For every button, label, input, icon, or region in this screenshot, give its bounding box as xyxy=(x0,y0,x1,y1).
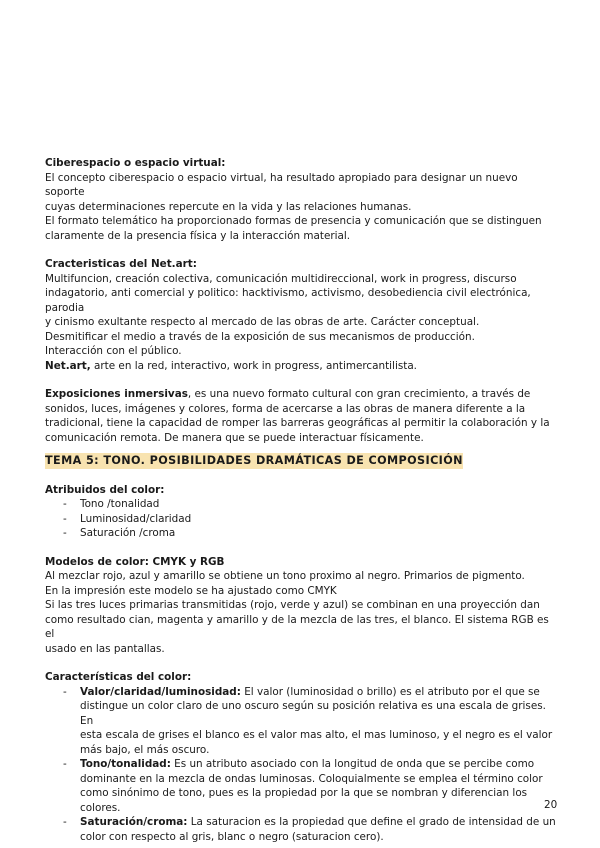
list-item xyxy=(45,757,560,815)
paragraph-line: El concepto ciberespacio o espacio virtual, ha resultado apropiado para designar un nuevo soporte xyxy=(45,171,518,198)
exposiciones-first-line xyxy=(45,387,560,402)
netart-heading: Cracteristicas del Net.art: xyxy=(45,258,197,270)
tema-heading-text: TEMA 5: TONO. POSIBILIDADES DRAMÁTICAS DE COMPOSICIÓN xyxy=(45,454,463,467)
paragraph-line: sonidos, luces, imágenes y colores, forma de acercarse a las obras de manera diferente a la xyxy=(45,402,526,415)
list-item xyxy=(45,685,560,758)
paragraph-line: En la impresión este modelo se ha ajustado como CMYK xyxy=(45,584,337,597)
paragraph-line: indagatorio, anti comercial y politico: hacktivismo, activismo, desobediencia civil electrónica, parodia xyxy=(45,287,531,314)
list-item xyxy=(45,815,560,844)
atributos-list xyxy=(45,497,560,541)
paragraph-line: Desmitificar el medio a través de la exposición de sus mecanismos de producción. xyxy=(45,330,475,343)
saturacion-first-text: La saturacion es la propiedad que define el grado de intensidad de un xyxy=(187,816,556,828)
modelos-heading: Modelos de color: CMYK y RGB xyxy=(45,555,225,568)
list-item: - Luminosidad/claridad xyxy=(45,512,560,527)
paragraph-line: distingue un color claro de uno oscuro según su posición relativa es una escala de grises. En xyxy=(80,700,546,727)
netart-definition-text: arte en la red, interactivo, work in progress, antimercantilista. xyxy=(90,359,417,372)
exposiciones-term: Exposiciones inmersivas xyxy=(45,388,188,400)
list-item: - Saturación /croma xyxy=(45,526,560,541)
valor-term: Valor/claridad/luminosidad: xyxy=(80,685,241,698)
page-number: 20 xyxy=(544,799,558,811)
caracteristicas-heading: Características del color: xyxy=(45,671,192,683)
exposiciones-first-text: , es una nuevo formato cultural con gran crecimiento, a través de xyxy=(187,388,531,400)
paragraph-line: usado en las pantallas. xyxy=(45,642,165,655)
paragraph-line: tradicional, tiene la capacidad de romper las barreras geográficas al permitir la colaboración y la xyxy=(45,417,550,429)
paragraph-line: como sinónimo de tono, pues es la propiedad por la que se nombran y diferencian los colores. xyxy=(80,787,528,814)
paragraph-line: color con respecto al gris, blanc o negro (saturacion cero). xyxy=(80,830,384,843)
list-item: - Tono /tonalidad xyxy=(45,497,560,512)
valor-first-text: El valor (luminosidad o brillo) es el atributo por el que se xyxy=(240,685,540,698)
paragraph-line: Si las tres luces primarias transmitidas (rojo, verde y azul) se combinan en una proyección dan xyxy=(45,599,540,611)
paragraph-line: Al mezclar rojo, azul y amarillo se obtiene un tono proximo al negro. Primarios de pigmento. xyxy=(45,570,525,582)
saturacion-term: Saturación/croma: xyxy=(80,816,188,828)
paragraph-line: claramente de la presencia física y la interacción material. xyxy=(45,229,351,242)
paragraph-line: esta escala de grises el blanco es el valor mas alto, el mas luminoso, y el negro es el valor xyxy=(80,729,553,741)
paragraph-line: comunicación remota. De manera que se puede interactuar físicamente. xyxy=(45,431,424,444)
paragraph-line: Multifuncion, creación colectiva, comunicación multidireccional, work in progress, discurso xyxy=(45,272,517,285)
tono-first-text: Es un atributo asociado con la longitud de onda que se percibe como xyxy=(170,758,535,770)
paragraph-line: y cinismo exultante respecto al mercado de las obras de arte. Carácter conceptual. xyxy=(45,316,480,328)
paragraph-line: como resultado cian, magenta y amarillo y de la mezcla de las tres, el blanco. El sistema RGB es el xyxy=(45,613,549,640)
netart-definition xyxy=(45,359,560,374)
caracteristicas-list xyxy=(45,685,560,845)
paragraph-line: más bajo, el más oscuro. xyxy=(80,743,210,756)
netart-term: Net.art, xyxy=(45,359,91,372)
paragraph-line: El formato telemático ha proporcionado formas de presencia y comunicación que se distinguen xyxy=(45,215,542,227)
document-page xyxy=(45,156,560,844)
tono-term: Tono/tonalidad: xyxy=(80,758,171,770)
ciberespacio-heading: Ciberespacio o espacio virtual: xyxy=(45,157,226,169)
paragraph-line: cuyas determinaciones repercute en la vida y las relaciones humanas. xyxy=(45,200,412,213)
tema-heading xyxy=(45,454,560,469)
atributos-heading: Atribuidos del color: xyxy=(45,483,165,496)
paragraph-line: Interacción con el público. xyxy=(45,345,182,357)
paragraph-line: dominante en la mezcla de ondas luminosas. Coloquialmente se emplea el término color xyxy=(80,772,543,785)
